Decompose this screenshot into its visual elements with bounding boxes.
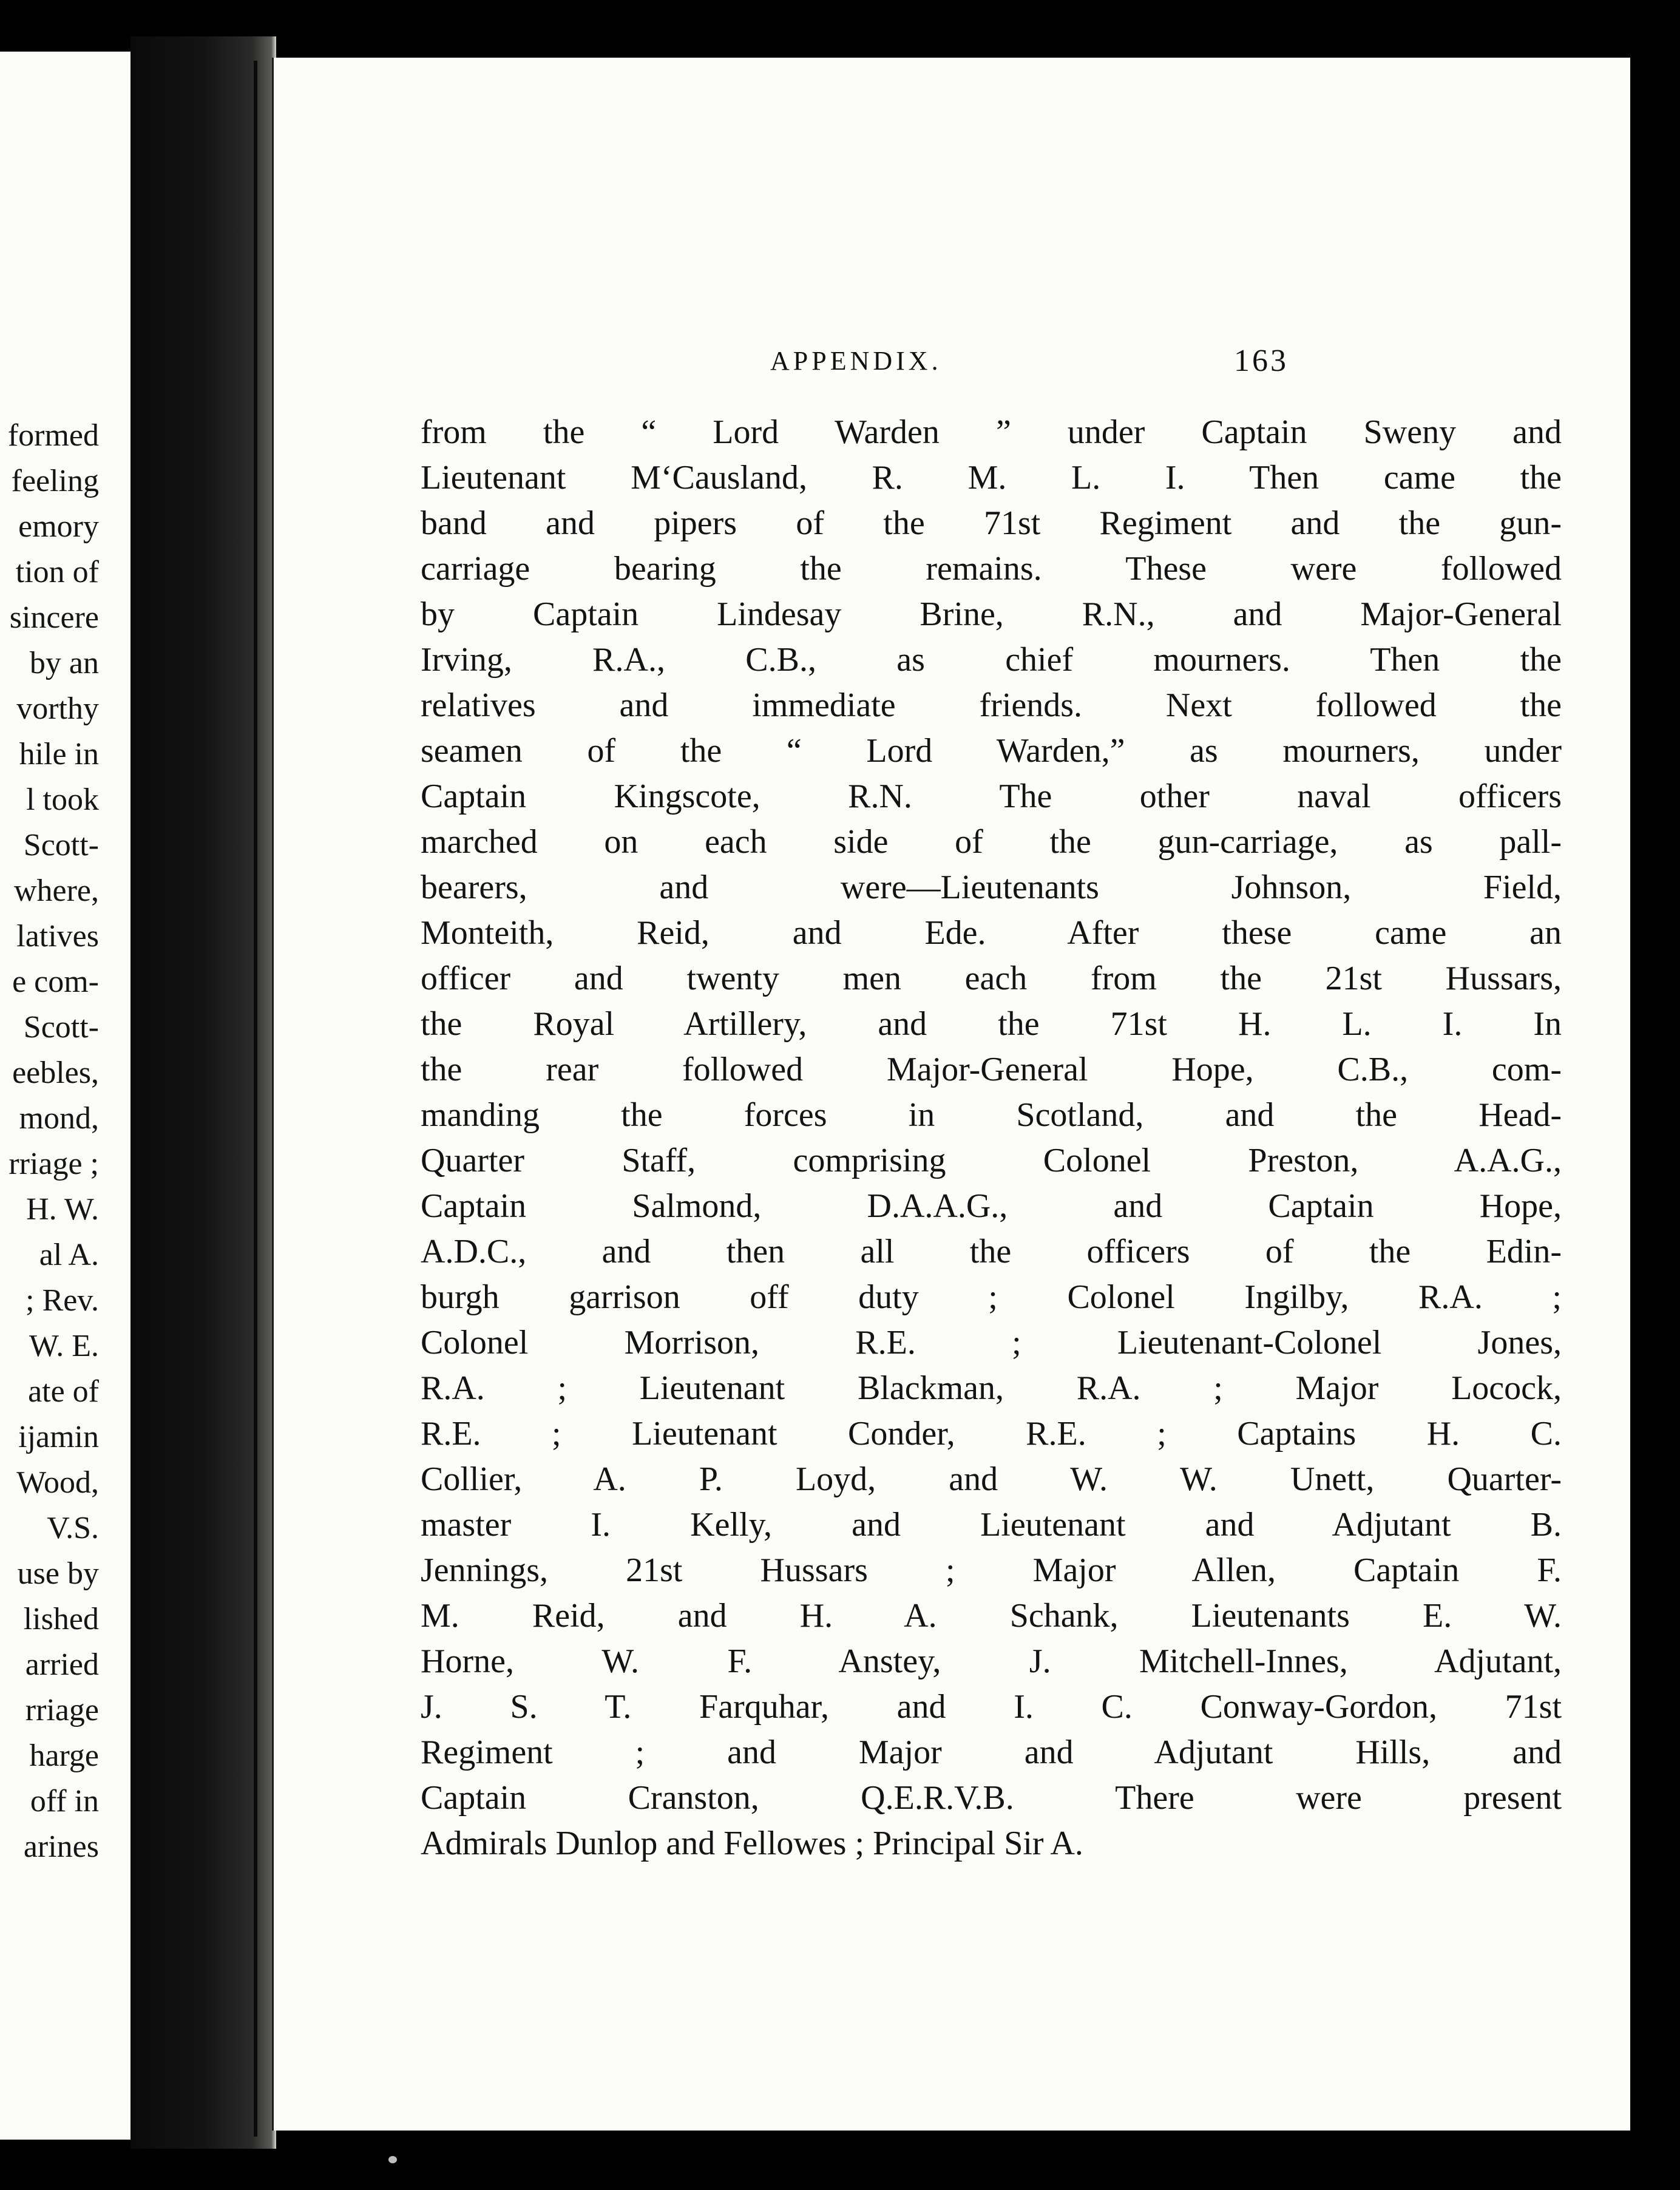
- left-page-line: rriage ;: [8, 1147, 99, 1181]
- text-line: Colonel Morrison, R.E. ; Lieutenant-Colonel Jones,: [421, 1324, 1562, 1361]
- text-line: bearers, and were—Lieutenants Johnson, Field,: [421, 869, 1562, 906]
- text-line: M. Reid, and H. A. Schank, Lieutenants E. W.: [421, 1597, 1562, 1635]
- text-line: manding the forces in Scotland, and the Head-: [421, 1096, 1562, 1134]
- left-page-line: harge: [29, 1738, 99, 1773]
- left-page-line: Scott-: [23, 1010, 99, 1045]
- text-line: marched on each side of the gun-carriage, as pall-: [421, 823, 1562, 861]
- text-line: Lieutenant M‘Causland, R. M. L. I. Then came the: [421, 459, 1562, 497]
- text-line: Quarter Staff, comprising Colonel Preston, A.A.G.,: [421, 1142, 1562, 1179]
- left-page-line: formed: [7, 418, 99, 453]
- left-page-line: Wood,: [16, 1465, 99, 1500]
- left-page-line: ; Rev.: [25, 1283, 99, 1318]
- left-page-line: tion of: [15, 555, 99, 589]
- left-page-line: where,: [13, 873, 99, 908]
- text-line: master I. Kelly, and Lieutenant and Adjutant B.: [421, 1506, 1562, 1544]
- left-page-line: latives: [16, 919, 99, 954]
- left-page-line: ate of: [28, 1374, 99, 1409]
- text-line: by Captain Lindesay Brine, R.N., and Major-General: [421, 595, 1562, 633]
- scan-smudge: [388, 2156, 397, 2163]
- text-line: burgh garrison off duty ; Colonel Ingilby, R.A. ;: [421, 1278, 1562, 1316]
- text-line: relatives and immediate friends. Next followed the: [421, 686, 1562, 724]
- left-page-line: vorthy: [16, 691, 99, 726]
- left-page-line: e com-: [12, 964, 99, 999]
- text-line: officer and twenty men each from the 21st Hussars,: [421, 960, 1562, 997]
- left-page-line: emory: [18, 509, 99, 544]
- left-page-line: sincere: [9, 600, 99, 635]
- left-page-line: by an: [29, 646, 99, 680]
- text-line: Admirals Dunlop and Fellowes ; Principal Sir A.: [421, 1825, 1083, 1862]
- left-page-line: H. W.: [26, 1192, 99, 1227]
- text-line: band and pipers of the 71st Regiment and the gun-: [421, 504, 1562, 542]
- text-line: Captain Cranston, Q.E.R.V.B. There were present: [421, 1779, 1562, 1817]
- left-page-line: rriage: [25, 1693, 99, 1727]
- left-page-line: use by: [17, 1556, 99, 1591]
- text-line: seamen of the “ Lord Warden,” as mourners, under: [421, 732, 1562, 770]
- left-page-line: Scott-: [23, 828, 99, 863]
- left-page-line: ijamin: [18, 1420, 99, 1454]
- spine-shadow: [254, 61, 257, 2137]
- left-page-line: off in: [30, 1784, 99, 1819]
- left-page-line: feeling: [11, 464, 99, 498]
- text-line: J. S. T. Farquhar, and I. C. Conway-Gordon, 71st: [421, 1688, 1562, 1726]
- left-page-text: [8, 413, 99, 1870]
- text-line: Jennings, 21st Hussars ; Major Allen, Captain F.: [421, 1551, 1562, 1589]
- text-line: Monteith, Reid, and Ede. After these came an: [421, 914, 1562, 952]
- running-head: [274, 340, 1630, 382]
- text-line: Horne, W. F. Anstey, J. Mitchell-Innes, Adjutant,: [421, 1642, 1562, 1680]
- left-page-line: arines: [23, 1829, 99, 1864]
- page-number: 163: [1234, 344, 1289, 378]
- text-line: from the “ Lord Warden ” under Captain Sweny and: [421, 413, 1562, 451]
- left-page-line: l took: [26, 782, 99, 817]
- body-text: [421, 410, 1562, 1866]
- left-page-line: lished: [23, 1602, 99, 1636]
- right-page: [272, 58, 1630, 2131]
- text-line: Captain Kingscote, R.N. The other naval officers: [421, 778, 1562, 815]
- left-page-line: eebles,: [12, 1056, 99, 1090]
- left-page-fragment: [0, 52, 130, 2140]
- left-page-line: W. E.: [29, 1329, 99, 1363]
- text-line: carriage bearing the remains. These were followed: [421, 550, 1562, 588]
- text-line: Regiment ; and Major and Adjutant Hills, and: [421, 1734, 1562, 1771]
- text-line: A.D.C., and then all the officers of the Edin-: [421, 1233, 1562, 1270]
- left-page-line: arried: [25, 1647, 99, 1682]
- left-page-line: hile in: [19, 737, 99, 771]
- text-line: R.E. ; Lieutenant Conder, R.E. ; Captains H. C.: [421, 1415, 1562, 1453]
- left-page-line: V.S.: [47, 1511, 99, 1545]
- text-line: the rear followed Major-General Hope, C.B., com-: [421, 1051, 1562, 1088]
- left-page-line: al A.: [39, 1238, 99, 1272]
- running-title: APPENDIX.: [770, 346, 942, 376]
- text-line: R.A. ; Lieutenant Blackman, R.A. ; Major Locock,: [421, 1369, 1562, 1407]
- left-page-line: mond,: [19, 1101, 99, 1136]
- text-line: Irving, R.A., C.B., as chief mourners. Then the: [421, 641, 1562, 679]
- text-line: Collier, A. P. Loyd, and W. W. Unett, Quarter-: [421, 1460, 1562, 1498]
- text-line: Captain Salmond, D.A.A.G., and Captain Hope,: [421, 1187, 1562, 1225]
- text-line: the Royal Artillery, and the 71st H. L. I. In: [421, 1005, 1562, 1043]
